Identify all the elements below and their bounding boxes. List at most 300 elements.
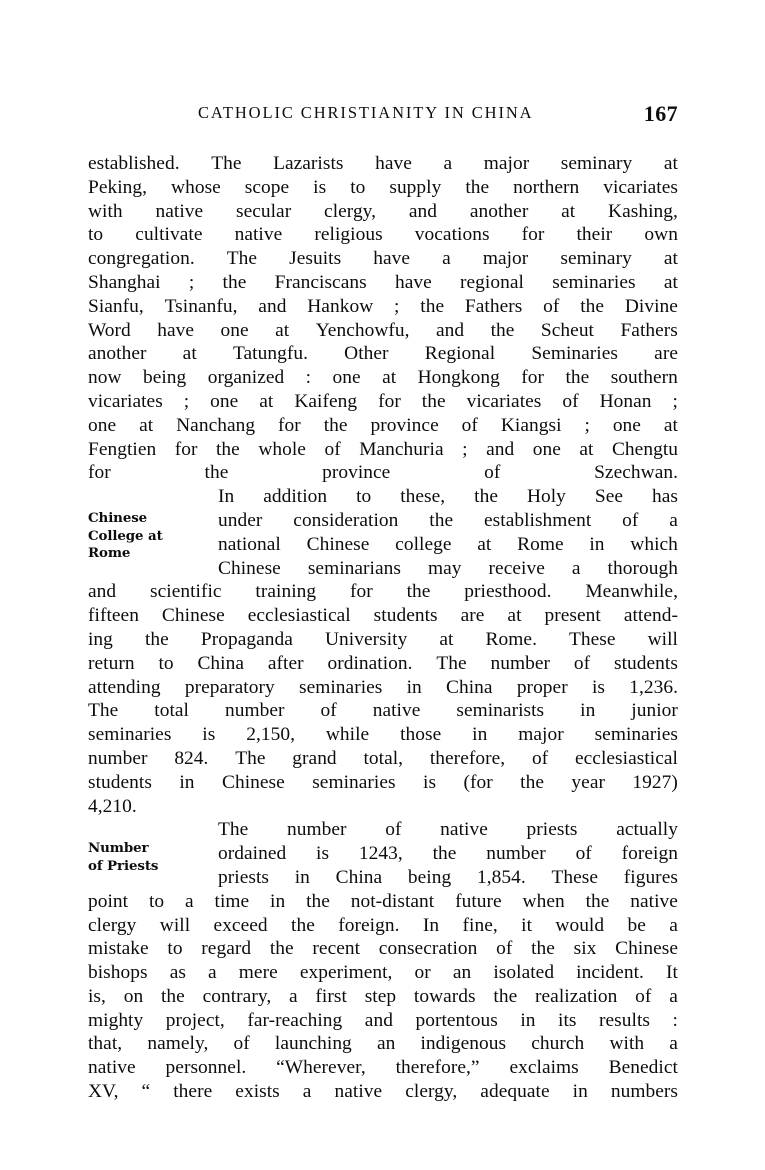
- word: and: [88, 581, 117, 603]
- word: ing: [88, 628, 113, 650]
- word: Fathers: [620, 319, 678, 341]
- word: ;: [584, 414, 590, 436]
- word: at: [561, 200, 576, 222]
- word: for: [521, 367, 545, 389]
- text-line: [88, 152, 678, 176]
- word: namely,: [147, 1033, 209, 1055]
- word: consideration: [293, 509, 399, 531]
- text-line-content: [88, 771, 678, 795]
- word: of: [622, 509, 639, 531]
- word: the: [493, 985, 518, 1007]
- word: to: [158, 652, 174, 674]
- word: The: [88, 700, 119, 722]
- text-line: [88, 223, 678, 247]
- text-line: [88, 438, 678, 462]
- word: ecclesiastical: [574, 747, 678, 769]
- word: is,: [88, 985, 106, 1007]
- text-line-content: [88, 723, 678, 747]
- text-line-content: [88, 580, 678, 604]
- word: 1243,: [358, 843, 403, 865]
- word: organized: [207, 367, 285, 389]
- marginal-note-line: Number: [88, 840, 149, 857]
- word: or: [414, 962, 431, 984]
- word: the: [580, 295, 605, 317]
- word: to: [167, 938, 183, 960]
- word: number: [286, 819, 347, 841]
- text-line-content: [88, 890, 678, 914]
- word: and: [258, 295, 287, 317]
- para-chinese-college: [88, 485, 678, 818]
- word: ;: [462, 438, 468, 460]
- word: priesthood.: [464, 581, 552, 603]
- text-line: [88, 1009, 678, 1033]
- word: in: [520, 1009, 536, 1031]
- word: 824.: [174, 747, 209, 769]
- text-line: [88, 533, 678, 557]
- text-line-content: [88, 937, 678, 961]
- word: on: [123, 985, 144, 1007]
- word: present: [544, 605, 601, 627]
- word: be: [627, 914, 646, 936]
- word: of: [233, 1033, 250, 1055]
- text-line-content: [218, 557, 678, 581]
- word: The: [218, 819, 249, 841]
- word: of: [496, 938, 513, 960]
- text-line: [88, 723, 678, 747]
- word: at: [663, 414, 678, 436]
- word: Lazarists: [273, 153, 344, 174]
- word: a: [208, 962, 217, 984]
- text-line-content: [88, 342, 678, 366]
- word: junior: [631, 700, 678, 722]
- word: 2,150,: [246, 724, 295, 746]
- word: being: [142, 367, 187, 389]
- word: realization: [535, 985, 618, 1007]
- word: the: [222, 271, 247, 293]
- word: with: [609, 1033, 645, 1055]
- word: Rome.: [485, 628, 537, 650]
- word: after: [267, 652, 304, 674]
- text-line: [88, 580, 678, 604]
- word: of: [562, 390, 579, 412]
- word: college: [395, 533, 452, 555]
- word: mere: [238, 962, 278, 984]
- word: for: [378, 390, 401, 412]
- word: at: [182, 343, 197, 365]
- text-line-content: [88, 366, 678, 390]
- word: China: [335, 866, 383, 888]
- text-line-content: [88, 414, 678, 438]
- word: native: [88, 1057, 136, 1079]
- word: under: [218, 509, 263, 531]
- word: province: [370, 414, 439, 436]
- text-line-content: [88, 438, 678, 462]
- word: at: [663, 248, 678, 270]
- word: number: [88, 747, 148, 769]
- text-line: [88, 890, 678, 914]
- word: The: [436, 652, 467, 674]
- word: The: [235, 747, 266, 769]
- text-line-content: [88, 604, 678, 628]
- word: fine,: [462, 914, 498, 936]
- word: time: [214, 890, 250, 912]
- text-line-content: [218, 485, 678, 509]
- word: have: [375, 153, 412, 174]
- word: Benedict: [608, 1057, 678, 1079]
- word: own: [644, 224, 678, 246]
- word: 1,236.: [629, 676, 678, 698]
- word: is: [316, 843, 330, 865]
- word: return: [88, 652, 135, 674]
- word: in: [572, 1081, 588, 1103]
- marginal-note-line: of Priests: [88, 857, 159, 874]
- text-line-content: for the province of Szechwan.: [88, 462, 678, 484]
- word: the: [160, 985, 185, 1007]
- text-line: [88, 461, 678, 485]
- word: of: [320, 700, 337, 722]
- word: at: [663, 153, 678, 174]
- word: adequate: [480, 1081, 550, 1103]
- word: the: [429, 509, 454, 531]
- word: clergy,: [324, 200, 377, 222]
- word: is: [202, 724, 216, 746]
- word: Scheut: [540, 319, 594, 341]
- word: to: [148, 890, 165, 912]
- word: students: [88, 771, 152, 793]
- word: major: [483, 153, 530, 174]
- word: one: [532, 438, 561, 460]
- word: total: [154, 700, 189, 722]
- word: major: [482, 248, 529, 270]
- word: contrary,: [202, 985, 272, 1007]
- text-line: [88, 985, 678, 1009]
- word: foreign.: [338, 914, 400, 936]
- text-line: [88, 937, 678, 961]
- text-line: [88, 414, 678, 438]
- word: Tatungfu.: [232, 343, 308, 365]
- word: The: [211, 153, 242, 174]
- word: indigenous: [420, 1033, 507, 1055]
- word: a: [669, 509, 678, 531]
- word: Tsinanfu,: [164, 295, 238, 317]
- word: native: [372, 700, 421, 722]
- text-line-content: [88, 1009, 678, 1033]
- text-line: [88, 200, 678, 224]
- word: incident.: [576, 962, 644, 984]
- word: vocations: [414, 224, 490, 246]
- text-line: [88, 795, 678, 819]
- word: in: [294, 866, 310, 888]
- word: total,: [363, 747, 404, 769]
- word: have: [394, 271, 432, 293]
- word: supply: [389, 176, 442, 198]
- word: to: [350, 176, 366, 198]
- text-line: [88, 366, 678, 390]
- word: of: [575, 843, 592, 865]
- word: figures: [623, 866, 678, 888]
- word: These: [551, 866, 599, 888]
- marginal-note-line: Rome: [88, 545, 131, 562]
- word: congregation.: [88, 248, 195, 270]
- word: These: [569, 628, 616, 650]
- word: isolated: [493, 962, 555, 984]
- para-number-priests: [88, 818, 678, 1104]
- word: are: [654, 343, 678, 365]
- text-line: [88, 699, 678, 723]
- word: of: [531, 747, 549, 769]
- word: Peking,: [88, 176, 148, 198]
- word: experiment,: [299, 962, 393, 984]
- word: China: [446, 676, 493, 698]
- word: exclaims: [509, 1057, 579, 1079]
- text-line-content: [218, 509, 678, 533]
- word: the: [474, 486, 498, 508]
- word: addition: [263, 486, 328, 508]
- text-line-content: [88, 390, 678, 414]
- word: seminaries: [298, 676, 383, 698]
- word: and: [436, 319, 465, 341]
- word: at: [259, 390, 274, 412]
- text-line: [88, 842, 678, 866]
- word: a: [288, 985, 298, 1007]
- word: establishment: [484, 509, 592, 531]
- text-line-content: [88, 652, 678, 676]
- word: vicariates: [88, 390, 163, 412]
- word: Kashing,: [608, 200, 678, 222]
- word: of: [573, 652, 591, 674]
- word: being: [407, 866, 452, 888]
- word: a: [185, 890, 194, 912]
- word: Chinese: [161, 605, 225, 627]
- word: major: [518, 724, 564, 746]
- word: the: [323, 414, 348, 436]
- word: a: [669, 1033, 678, 1055]
- word: future: [455, 890, 502, 912]
- word: seminaries: [88, 724, 172, 746]
- text-line-content: 4,210.: [88, 795, 137, 817]
- text-line-content: [88, 176, 678, 200]
- text-line: [88, 866, 678, 890]
- text-line-content: [88, 247, 678, 271]
- text-line: [88, 176, 678, 200]
- word: a: [443, 153, 453, 174]
- word: receive: [488, 557, 545, 579]
- word: native: [155, 200, 204, 222]
- word: at: [579, 438, 594, 460]
- word: at: [382, 367, 397, 389]
- marginal-note-line: College at: [88, 527, 163, 544]
- word: China: [197, 652, 245, 674]
- word: In: [422, 914, 440, 936]
- word: the: [465, 176, 490, 198]
- word: another: [469, 200, 529, 222]
- word: 1927): [632, 771, 678, 793]
- word: in: [472, 724, 488, 746]
- word: ;: [183, 390, 190, 412]
- word: launching: [274, 1033, 352, 1055]
- word: Hankow: [307, 295, 374, 317]
- word: The: [226, 248, 258, 270]
- word: Nanchang: [176, 414, 256, 436]
- word: the: [432, 843, 457, 865]
- word: Honan: [599, 390, 652, 412]
- word: step: [364, 985, 397, 1007]
- word: clergy,: [405, 1081, 458, 1103]
- word: preparatory: [184, 676, 275, 698]
- word: exceed: [213, 914, 268, 936]
- word: attend-: [623, 605, 678, 627]
- text-line: [88, 747, 678, 771]
- word: See: [594, 486, 624, 508]
- word: Jesuits: [289, 248, 342, 270]
- word: exists: [235, 1081, 280, 1103]
- word: the: [144, 628, 169, 650]
- word: point: [88, 890, 129, 912]
- word: the: [421, 390, 446, 412]
- word: has: [651, 486, 678, 508]
- word: year: [571, 771, 605, 793]
- word: attending: [88, 676, 161, 698]
- word: mighty: [88, 1009, 144, 1031]
- word: seminaries: [552, 271, 636, 293]
- text-line-content: [88, 747, 678, 771]
- word: seminary: [560, 248, 632, 270]
- word: its: [558, 1009, 577, 1031]
- word: another: [88, 343, 147, 365]
- text-line-content: [88, 223, 678, 247]
- word: Kiangsi: [500, 414, 562, 436]
- word: church: [531, 1033, 585, 1055]
- word: to: [88, 224, 104, 246]
- word: Other: [344, 343, 389, 365]
- word: Fengtien: [88, 438, 157, 460]
- text-line-content: [88, 914, 678, 938]
- text-line: [88, 485, 678, 509]
- word: :: [305, 367, 312, 389]
- word: Divine: [624, 295, 678, 317]
- word: native: [630, 890, 678, 912]
- word: Fathers: [464, 295, 523, 317]
- word: regard: [201, 938, 252, 960]
- word: native: [334, 1081, 383, 1103]
- word: have: [157, 319, 195, 341]
- word: Franciscans: [274, 271, 367, 293]
- word: the: [269, 938, 294, 960]
- text-line-content: [88, 1032, 678, 1056]
- word: personnel.: [165, 1057, 247, 1079]
- text-line: [88, 247, 678, 271]
- word: Manchuria: [359, 438, 444, 460]
- word: 1,854.: [476, 866, 526, 888]
- word: southern: [610, 367, 678, 389]
- word: Hongkong: [417, 367, 500, 389]
- word: in: [589, 533, 605, 555]
- word: Shanghai: [88, 271, 161, 293]
- running-head: [88, 101, 678, 127]
- word: whole: [258, 438, 306, 460]
- word: to: [356, 486, 372, 508]
- word: Chinese: [221, 771, 285, 793]
- text-line-content: [88, 152, 678, 176]
- word: at: [663, 271, 678, 293]
- word: for: [278, 414, 301, 436]
- word: Holy: [526, 486, 566, 508]
- word: of: [635, 985, 652, 1007]
- word: secular: [235, 200, 292, 222]
- text-line: [88, 390, 678, 414]
- word: will: [159, 914, 191, 936]
- word: those: [400, 724, 442, 746]
- word: Rome: [517, 533, 564, 555]
- running-head-title: CATHOLIC CHRISTIANITY IN CHINA: [198, 103, 534, 122]
- word: religious: [314, 224, 383, 246]
- text-line: [88, 319, 678, 343]
- word: with: [88, 200, 123, 222]
- word: students: [373, 605, 438, 627]
- word: will: [647, 628, 678, 650]
- word: number: [224, 700, 285, 722]
- word: ordained: [218, 843, 287, 865]
- word: may: [428, 557, 462, 579]
- text-line-content: [88, 628, 678, 652]
- word: number: [490, 652, 551, 674]
- word: at: [477, 533, 492, 555]
- word: in: [406, 676, 422, 698]
- word: it: [521, 914, 533, 936]
- word: far-reaching: [247, 1009, 343, 1031]
- word: numbers: [610, 1081, 678, 1103]
- word: priests: [218, 866, 269, 888]
- text-line-content: [218, 533, 678, 557]
- word: at: [439, 628, 454, 650]
- text-line-content: [218, 842, 678, 866]
- word: the: [291, 914, 315, 936]
- word: Sianfu,: [88, 295, 144, 317]
- text-line-content: [218, 818, 678, 842]
- word: vicariates: [466, 390, 542, 412]
- word: In: [218, 486, 235, 508]
- word: as: [169, 962, 186, 984]
- word: the: [216, 438, 240, 460]
- word: whose: [171, 176, 221, 198]
- word: one: [88, 414, 117, 436]
- text-line: [88, 1080, 678, 1104]
- word: now: [88, 367, 122, 389]
- text-line: [88, 1056, 678, 1080]
- word: the: [520, 771, 545, 793]
- word: the: [565, 367, 590, 389]
- word: mistake: [88, 938, 149, 960]
- word: the: [306, 890, 330, 912]
- text-line: [88, 295, 678, 319]
- word: which: [630, 533, 678, 555]
- word: Propaganda: [200, 628, 293, 650]
- word: students: [613, 652, 678, 674]
- word: foreign: [621, 843, 678, 865]
- word: consecration: [378, 938, 478, 960]
- text-line: [88, 557, 678, 581]
- word: fifteen: [88, 605, 139, 627]
- word: native: [234, 224, 283, 246]
- para-seminaries: [88, 152, 678, 485]
- word: is: [591, 676, 605, 698]
- word: It: [666, 962, 678, 984]
- word: an: [376, 1033, 396, 1055]
- text-line: [88, 818, 678, 842]
- word: ;: [394, 295, 400, 317]
- word: national: [218, 533, 281, 555]
- text-line-content: [88, 319, 678, 343]
